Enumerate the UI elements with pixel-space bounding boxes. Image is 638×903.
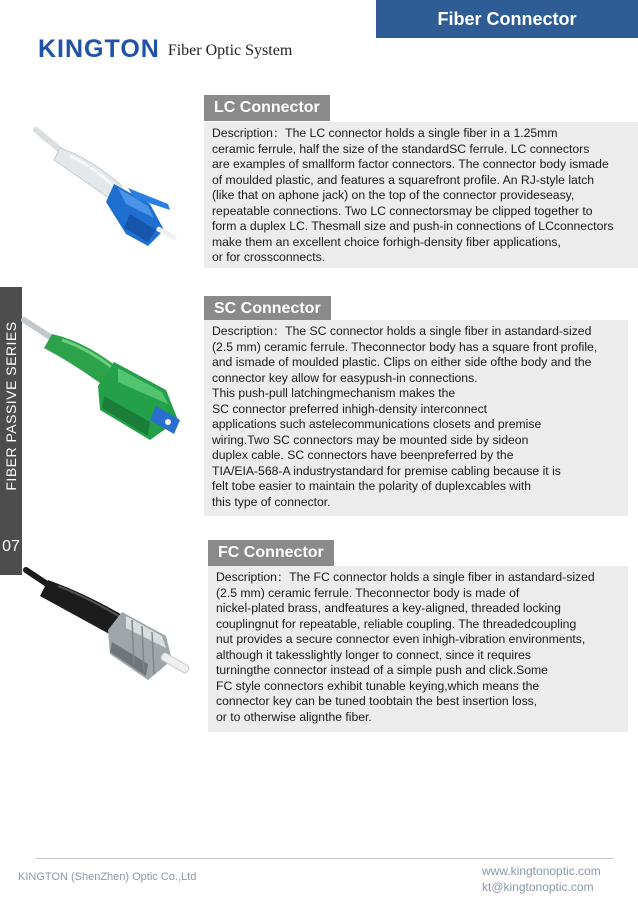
description-line: Description：The SC connector holds a single fiber in astandard-sized <box>212 324 592 338</box>
description-line: form a duplex LC. Thesmall size and push-in connections of LCconnectors <box>212 219 614 233</box>
sc-connector-title: SC Connector <box>204 296 331 322</box>
description-line: nut provides a secure connector even inhigh-vibration environments, <box>216 632 586 646</box>
footer-contact <box>482 863 601 895</box>
description-line: ceramic ferrule, half the size of the standardSC ferrule. LC connectors <box>212 141 590 156</box>
description-line: applications such astelecommunications closets and premise <box>212 417 542 431</box>
lc-connector-description <box>204 122 638 268</box>
description-line: connector key allow for easypush-in connections. <box>212 370 478 385</box>
footer-email[interactable]: kt@kingtonoptic.com <box>482 880 594 894</box>
description-line: felt tobe easier to maintain the polarity of duplexcables with <box>212 479 532 493</box>
description-line: are examples of smallform factor connectors. The connector body ismade <box>212 157 609 171</box>
description-line: duplex cable. SC connectors have beenpreferred by the <box>212 448 514 462</box>
description-line: This push-pull latchingmechanism makes the <box>212 386 456 400</box>
description-line: and ismade of moulded plastic. Clips on either side ofthe body and the <box>212 355 592 369</box>
page-category-tag: Fiber Connector <box>376 0 638 38</box>
description-line: this type of connector. <box>212 494 331 509</box>
description-line: or for crossconnects. <box>212 250 326 264</box>
brand-logo <box>38 34 292 62</box>
sc-connector-description <box>204 320 628 516</box>
description-line: although it takesslightly longer to connect, since it requires <box>216 647 532 662</box>
description-line: turningthe connector instead of a simple push and click.Some <box>216 663 548 677</box>
logo-text: KINGTON <box>38 35 160 63</box>
fc-connector-description <box>208 566 628 732</box>
description-line: of moulded plastic, and features a squarefront profile. An RJ-style latch <box>212 172 595 187</box>
footer-website[interactable]: www.kingtonoptic.com <box>482 864 601 878</box>
lc-connector-title: LC Connector <box>204 95 330 121</box>
description-line: FC style connectors exhibit tunable keying,which means the <box>216 678 540 693</box>
fc-connector-photo <box>22 556 202 716</box>
description-line: couplingnut for repeatable, reliable coupling. The threadedcoupling <box>216 616 577 631</box>
description-line: repeatable connections. Two LC connectorsmay be clipped together to <box>212 203 593 218</box>
description-line: or to otherwise alignthe fiber. <box>216 709 372 724</box>
page-number: 07 <box>2 538 20 555</box>
description-line: (like that on aphone jack) on the top of the connector provideseasy, <box>212 188 575 202</box>
lc-connector-photo <box>30 118 190 258</box>
footer-company: KINGTON (ShenZhen) Optic Co.,Ltd <box>18 871 197 883</box>
description-line: nickel-plated brass, andfeatures a key-aligned, threaded locking <box>216 601 561 615</box>
description-line: wiring.Two SC connectors may be mounted side by sideon <box>212 432 529 447</box>
fc-connector-title: FC Connector <box>208 540 334 566</box>
sc-connector-photo <box>18 300 198 460</box>
description-line: make them an excellent choice forhigh-density fiber applications, <box>212 234 561 249</box>
description-line: Description：The LC connector holds a single fiber in a 1.25mm <box>212 126 558 140</box>
description-line: (2.5 mm) ceramic ferrule. Theconnector body has a square front profile, <box>212 339 598 354</box>
description-line: SC connector preferred inhigh-density interconnect <box>212 401 488 416</box>
description-line: TIA/EIA-568-A industrystandard for premise cabling because it is <box>212 463 561 478</box>
description-line: Description：The FC connector holds a single fiber in astandard-sized <box>216 570 595 584</box>
description-line: (2.5 mm) ceramic ferrule. Theconnector body is made of <box>216 585 520 600</box>
footer-divider <box>36 858 614 859</box>
logo-subtitle: Fiber Optic System <box>167 42 293 59</box>
series-label: FIBER PASSIVE SERIES <box>3 321 19 491</box>
description-line: connector key can be tuned toobtain the best insertion loss, <box>216 694 538 708</box>
